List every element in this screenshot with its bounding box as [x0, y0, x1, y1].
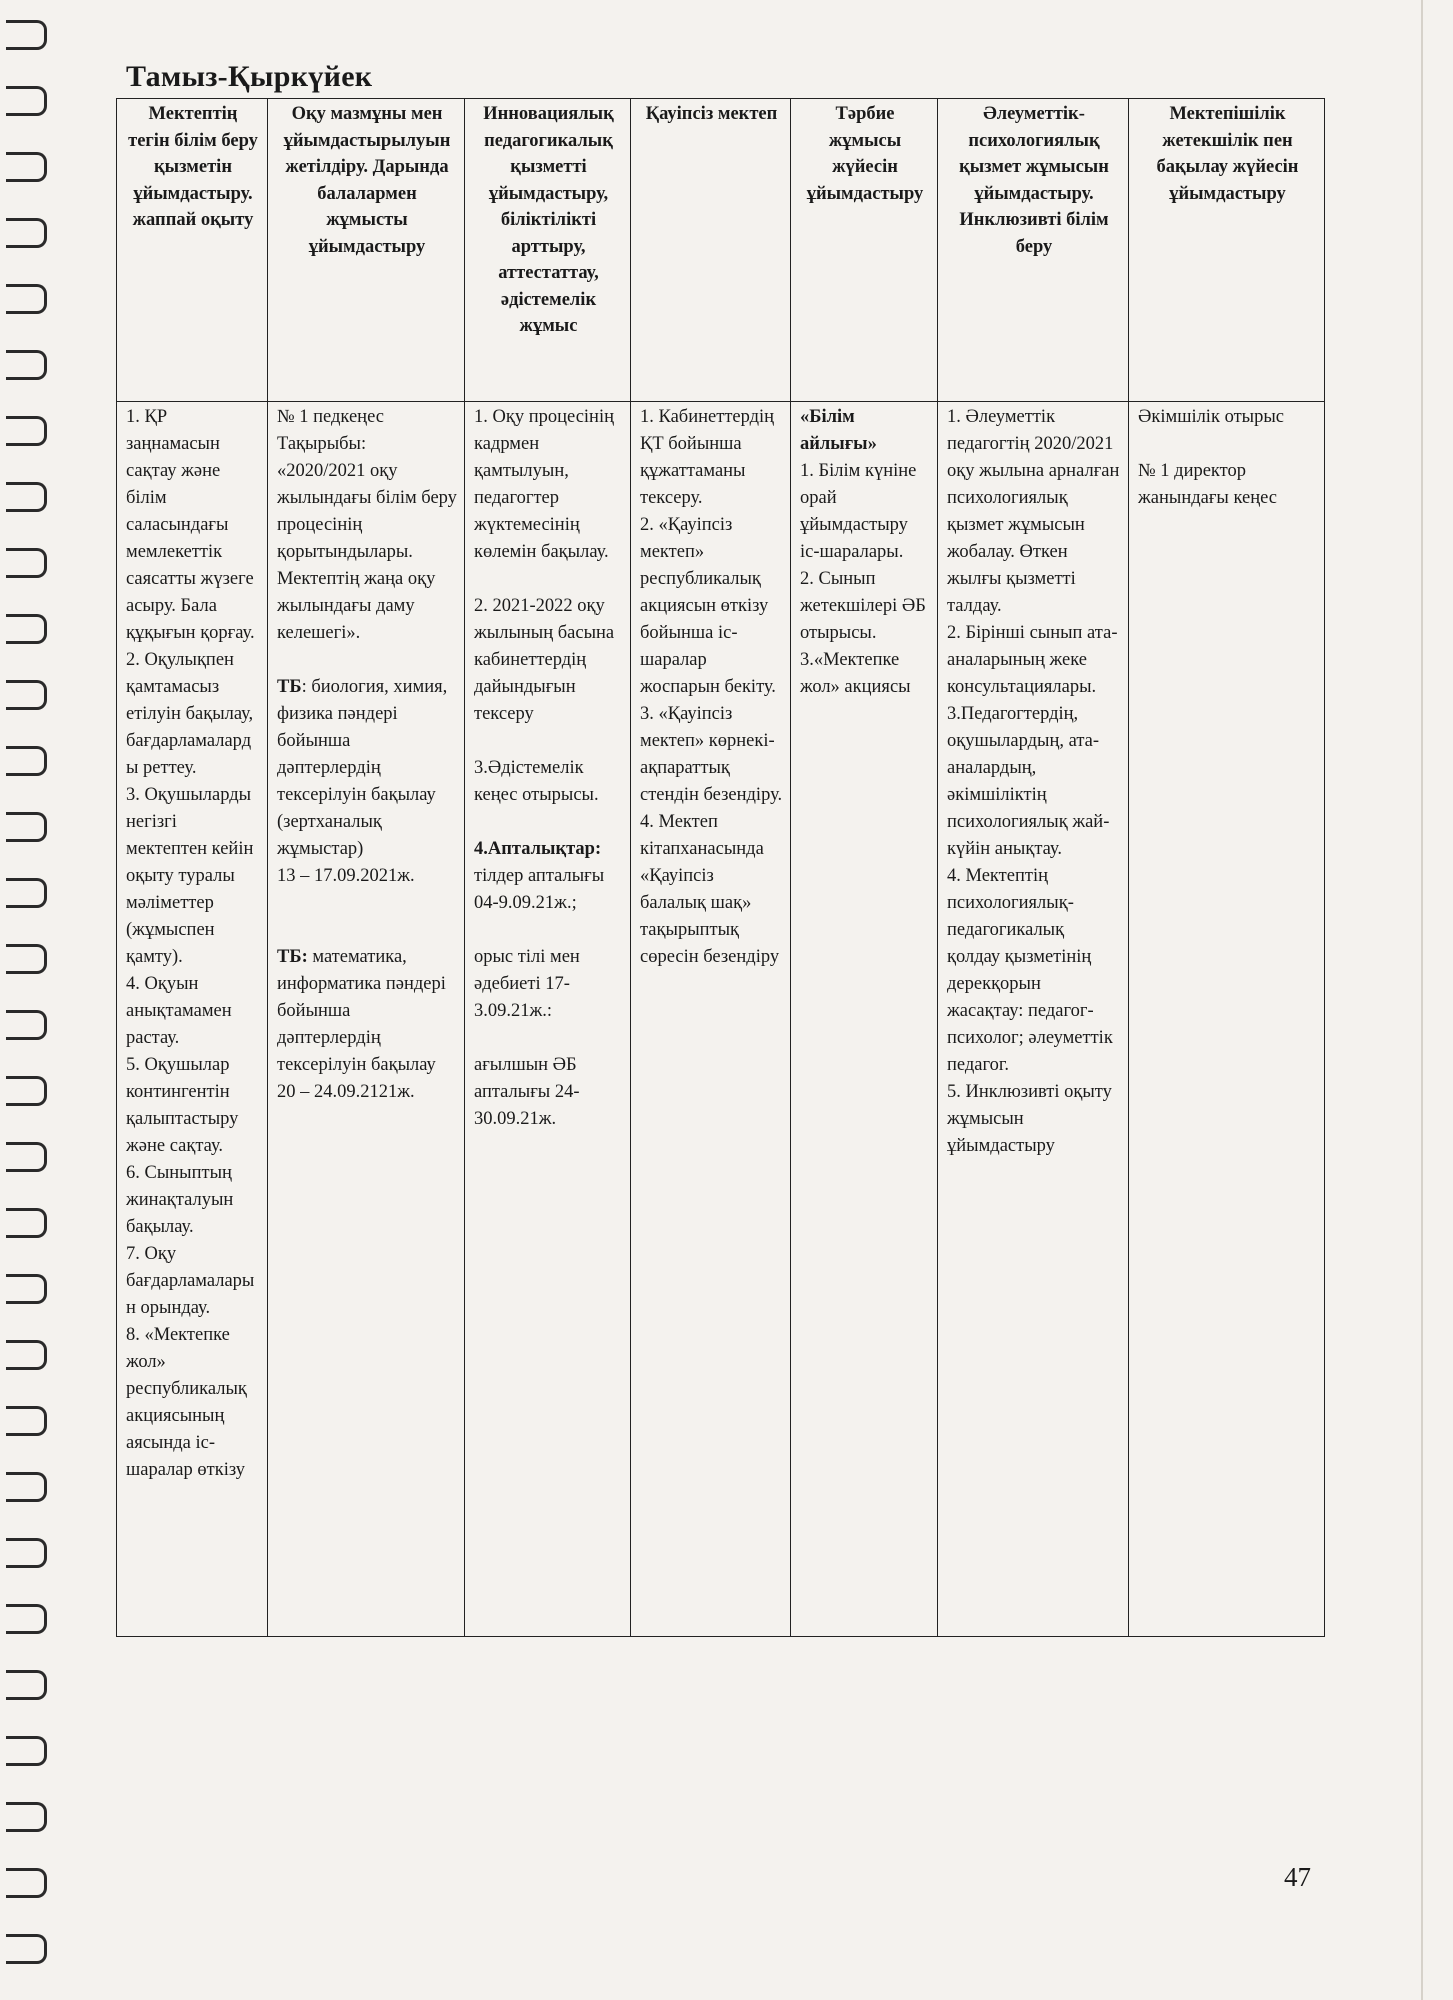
- binding-ring: [6, 614, 47, 644]
- list-item: 5. Оқушылар контингентін қалыптастыру және сақтау.: [126, 1055, 239, 1156]
- list-item: № 1 директор жанындағы кеңес: [1138, 461, 1278, 508]
- list-item: 8. «Мектепке жол» республикалық акциясының аясында іс-шаралар өткізу: [126, 1325, 247, 1480]
- cell-internal-control: [1129, 402, 1325, 1637]
- header-cell: Әлеуметтік-психологиялық қызмет жұмысын ұйымдастыру. Инклюзивті білім беру: [938, 99, 1129, 402]
- list-item: 5. Инклюзивті оқыту жұмысын ұйымдастыру: [947, 1082, 1112, 1156]
- binding-ring: [6, 1736, 47, 1766]
- list-item: 4. Мектептің психологиялық-педагогикалық қолдау қызметінің дерекқорын жасақтау: педагог-психолог; әлеуметтік педагог.: [947, 866, 1113, 1075]
- binding-ring: [6, 350, 47, 380]
- list-item: 3.Әдістемелік кеңес отырысы.: [474, 758, 599, 805]
- list-item: 1. Оқу процесінің кадрмен қамтылуын, педагогтер жүктемесінің көлемін бақылау.: [474, 407, 614, 562]
- cell-mass-education: [117, 402, 268, 1637]
- list-item: 2. Оқулықпен қамтамасыз етілуін бақылау, бағдарламаларды реттеу.: [126, 650, 254, 778]
- date-range: 20 – 24.09.2121ж.: [277, 1082, 415, 1102]
- cell-safe-school: [631, 402, 791, 1637]
- list-item: 3.Педагогтердің, оқушылардың, ата-аналардың, әкімшіліктің психологиялық жай-күйін анықтау.: [947, 704, 1110, 859]
- header-cell: Инновациялық педагогикалық қызметті ұйымдастыру, біліктілікті арттыру, аттестаттау, әдістемелік жұмыс: [465, 99, 631, 402]
- binding-ring: [6, 86, 47, 116]
- binding-ring: [6, 944, 47, 974]
- list-item: 2. Сынып жетекшілері ӘБ отырысы.: [800, 569, 926, 643]
- binding-ring: [6, 1142, 47, 1172]
- list-item: 3. Оқушыларды негізгі мектептен кейін оқыту туралы мәліметтер (жұмыспен қамту).: [126, 785, 254, 967]
- notebook-check-1: ТБ: биология, химия, физика пәндері бойынша дәптерлердің тексерілуін бақылау (зертханалық жұмыстар): [277, 677, 448, 859]
- header-cell: Мектептің тегін білім беру қызметін ұйымдастыру. жаппай оқыту: [117, 99, 268, 402]
- binding-ring: [6, 218, 47, 248]
- binding-ring: [6, 1010, 47, 1040]
- list-item: 3. «Қауіпсіз мектеп» көрнекі-ақпараттық стендін безендіру.: [640, 704, 783, 805]
- notebook-check-2: ТБ: математика, информатика пәндері бойынша дәптерлердің тексерілуін бақылау: [277, 947, 446, 1075]
- list-item: 2. «Қауіпсіз мектеп» республикалық акциясын өткізу бойынша іс-шаралар жоспарын бекіту.: [640, 515, 776, 697]
- list-item: 2. Бірінші сынып ата-аналарының жеке консультациялары.: [947, 623, 1118, 697]
- header-cell: Мектепішілік жетекшілік пен бақылау жүйесін ұйымдастыру: [1129, 99, 1325, 402]
- list-item: 1. Білім күніне орай ұйымдастыру іс-шаралары.: [800, 461, 917, 562]
- table-header-row: [117, 99, 1325, 402]
- binding-ring: [6, 812, 47, 842]
- binding-ring: [6, 284, 47, 314]
- header-cell: Тәрбие жұмысы жүйесін ұйымдастыру: [791, 99, 938, 402]
- list-item: 7. Оқу бағдарламаларын орындау.: [126, 1244, 255, 1318]
- binding-ring: [6, 1538, 47, 1568]
- list-item: ағылшын ӘБ апталығы 24-30.09.21ж.: [474, 1055, 580, 1129]
- list-item: 4. Оқуын анықтамамен растау.: [126, 974, 232, 1048]
- list-item: 1. Әлеуметтік педагогтің 2020/2021 оқу жылына арналған психологиялық қызмет жұмысын жобалау. Өткен жылғы қызметті талдау.: [947, 407, 1120, 616]
- binding-ring: [6, 1934, 47, 1964]
- spiral-binding: [0, 0, 52, 2000]
- binding-ring: [6, 878, 47, 908]
- list-item: 1. ҚР заңнамасын сақтау және білім саласындағы мемлекеттік саясатты жүзеге асыру. Бала құқығын қорғау.: [126, 407, 255, 643]
- table-row: [117, 402, 1325, 1637]
- page-number: 47: [1284, 1862, 1311, 1892]
- binding-ring: [6, 1274, 47, 1304]
- binding-ring: [6, 1406, 47, 1436]
- binding-ring: [6, 746, 47, 776]
- list-item: орыс тілі мен әдебиеті 17-3.09.21ж.:: [474, 947, 580, 1021]
- cell-social-psych: [938, 402, 1129, 1637]
- binding-ring: [6, 1472, 47, 1502]
- binding-ring: [6, 1208, 47, 1238]
- page-edge: [1421, 0, 1423, 2000]
- cell-curriculum: [268, 402, 465, 1637]
- list-item: 3.«Мектепке жол» акциясы: [800, 650, 911, 697]
- binding-ring: [6, 20, 47, 50]
- plan-table: [116, 98, 1325, 1637]
- header-cell: Оқу мазмұны мен ұйымдастырылуын жетілдіру. Дарында балалармен жұмысты ұйымдастыру: [268, 99, 465, 402]
- month-title: «Білім айлығы»: [800, 407, 877, 454]
- date-range: 13 – 17.09.2021ж.: [277, 866, 415, 886]
- binding-ring: [6, 548, 47, 578]
- binding-ring: [6, 1340, 47, 1370]
- list-item: 4. Мектеп кітапханасында «Қауіпсіз балалық шақ» тақырыптық сөресін безендіру: [640, 812, 780, 967]
- binding-ring: [6, 1868, 47, 1898]
- header-cell: Қауіпсіз мектеп: [631, 99, 791, 402]
- binding-ring: [6, 1076, 47, 1106]
- binding-ring: [6, 1670, 47, 1700]
- list-item: Әкімшілік отырыс: [1138, 407, 1284, 427]
- cell-upbringing: [791, 402, 938, 1637]
- list-item: 1. Кабинеттердің ҚТ бойынша құжаттаманы тексеру.: [640, 407, 775, 508]
- binding-ring: [6, 152, 47, 182]
- binding-ring: [6, 482, 47, 512]
- binding-ring: [6, 416, 47, 446]
- page-title: Тамыз-Қыркүйек: [126, 60, 373, 93]
- pedcouncil-text: № 1 педкеңес Тақырыбы: «2020/2021 оқу жылындағы білім беру процесінің қорытындылары. Мектептің жаңа оқу жылындағы даму келешегі».: [277, 407, 457, 643]
- binding-ring: [6, 1604, 47, 1634]
- cell-methodology: [465, 402, 631, 1637]
- list-item: 6. Сыныптың жинақталуын бақылау.: [126, 1163, 234, 1237]
- binding-ring: [6, 680, 47, 710]
- binding-ring: [6, 1802, 47, 1832]
- list-item: 4.Апталықтар: тілдер апталығы 04-9.09.21ж.;: [474, 839, 605, 913]
- list-item: 2. 2021-2022 оқу жылының басына кабинеттердің дайындығын тексеру: [474, 596, 615, 724]
